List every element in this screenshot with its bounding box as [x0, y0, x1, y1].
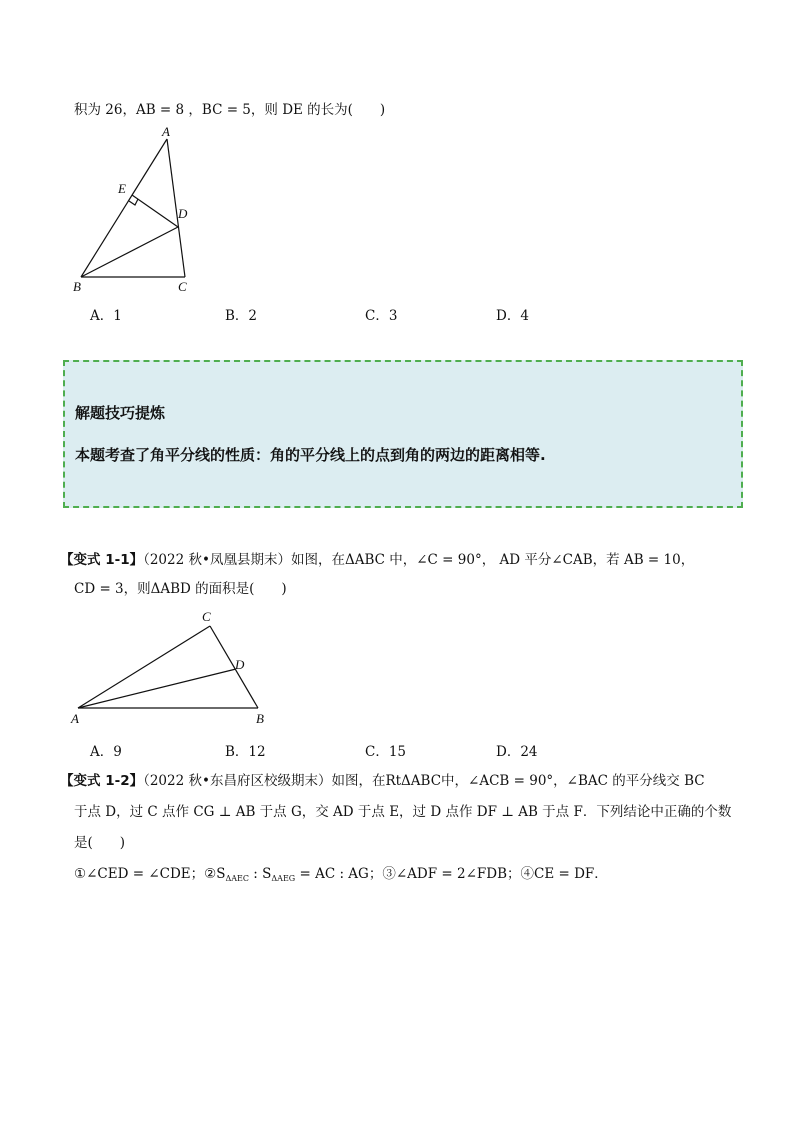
right-angle-mark [129, 199, 138, 205]
segment-ac [78, 626, 210, 708]
q1-stem: 积为 26，AB = 8 ，BC = 5，则 DE 的长为( ) [74, 102, 386, 118]
segment-de [132, 195, 178, 227]
v11-option-a[interactable]: A．9 [90, 744, 122, 760]
tip-body: 本题考查了角平分线的性质：角的平分线上的点到角的两边的距离相等. [75, 446, 546, 464]
q1-option-c[interactable]: C．3 [365, 308, 398, 324]
tip-title: 解题技巧提炼 [75, 404, 166, 422]
segment-bd [81, 227, 178, 277]
conclusion-4: ④CE = DF． [520, 866, 608, 882]
label-b: B [73, 279, 81, 294]
label-d: D [178, 206, 188, 221]
v12-conclusions [74, 865, 608, 888]
conclusion-2-mid: : S [249, 866, 272, 882]
v12-text1: （2022 秋•东昌府区校级期末）如图，在RtΔABC中，∠ACB = 90°，∠BAC 的平分线交 BC [143, 773, 705, 789]
v11-triangle-figure [66, 606, 276, 730]
conclusion-1: ①∠CED = ∠CDE； [74, 866, 205, 882]
segment-ad [78, 669, 236, 708]
q1-option-a[interactable]: A．1 [90, 308, 122, 324]
label-a: A [162, 124, 170, 139]
label-e: E [118, 181, 126, 196]
q1-option-d[interactable]: D．4 [496, 308, 529, 324]
tip-box [63, 360, 743, 508]
q1-option-b[interactable]: B．2 [225, 308, 258, 324]
conclusion-3: ③∠ADF = 2∠FDB； [382, 866, 521, 882]
label-d: D [235, 657, 245, 672]
conclusion-2-sub2: ΔAEG [271, 874, 296, 883]
conclusion-2-sub1: ΔAEC [225, 874, 250, 883]
q1-triangle-figure [60, 124, 200, 296]
label-a: A [71, 711, 79, 726]
v11-text1: （2022 秋•凤凰县期末）如图，在ΔABC 中，∠C = 90°， AD 平分∠CAB，若 AB = 10， [143, 552, 695, 568]
label-b: B [256, 711, 264, 726]
conclusion-2-suffix: = AC : AG； [295, 866, 383, 882]
v12-tag: 【变式 1-2】 [60, 773, 144, 789]
v11-line1 [60, 551, 694, 569]
v11-option-b[interactable]: B．12 [225, 744, 266, 760]
v11-option-d[interactable]: D．24 [496, 744, 538, 760]
label-c: C [178, 279, 187, 294]
v12-line1 [60, 772, 705, 790]
label-c: C [202, 609, 211, 624]
v11-tag: 【变式 1-1】 [60, 552, 144, 568]
v11-option-c[interactable]: C．15 [365, 744, 407, 760]
v12-line2: 于点 D，过 C 点作 CG ⊥ AB 于点 G，交 AD 于点 E，过 D 点作 DF ⊥ AB 于点 F．下列结论中正确的个数 [74, 804, 732, 820]
segment-cb [210, 626, 258, 708]
v11-line2: CD = 3，则ΔABD 的面积是( ) [74, 581, 287, 597]
v12-line3: 是( ) [74, 835, 126, 851]
conclusion-2-prefix: ②S [204, 866, 226, 882]
segment-ab [81, 139, 167, 277]
